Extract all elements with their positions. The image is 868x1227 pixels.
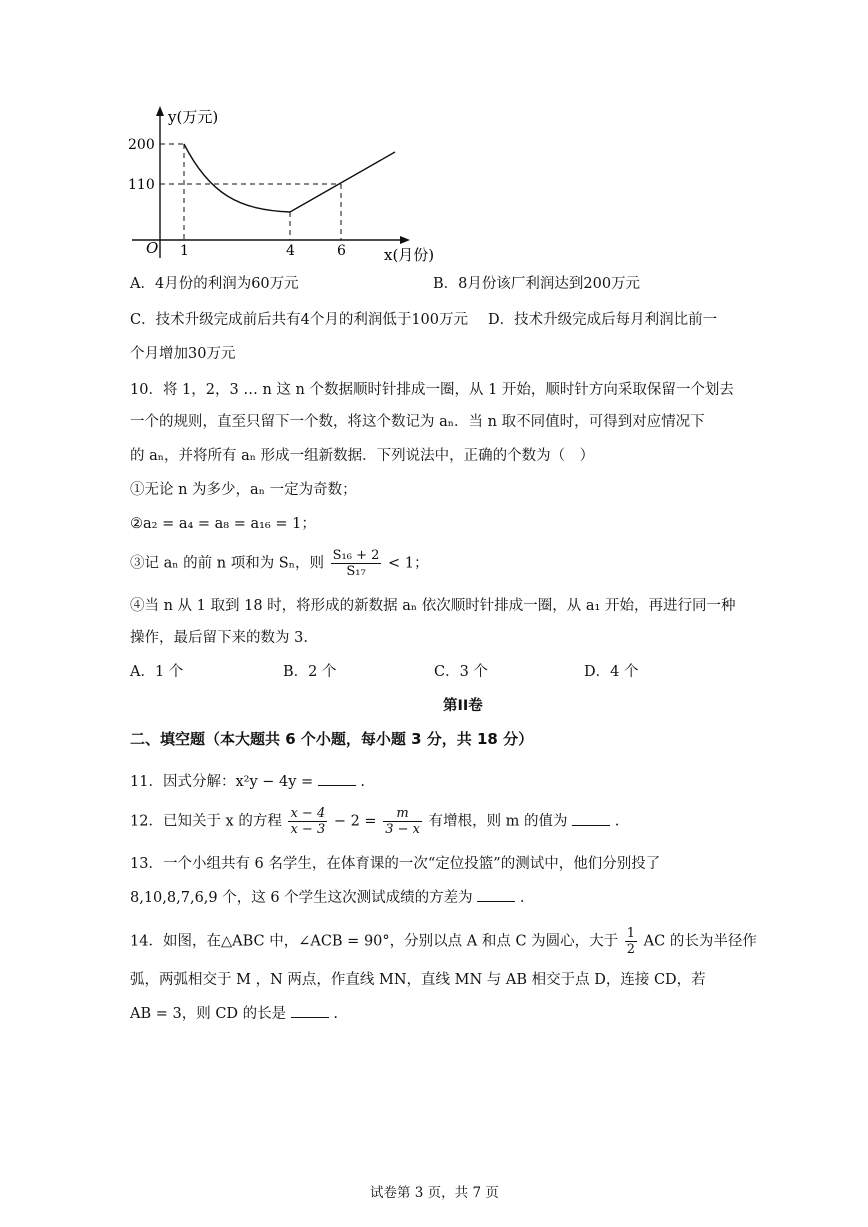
q14-end: . xyxy=(333,1006,338,1022)
q12-fraction-1 xyxy=(288,806,327,837)
q10-option-c: C．3 个 xyxy=(434,664,488,680)
profit-curve xyxy=(184,144,290,212)
q10-s3-post: < 1； xyxy=(388,555,429,572)
q10-line2: 一个的规则，直至只留下一个数，将这个数记为 aₙ．当 n 取不同值时，可得到对应情况下 xyxy=(130,414,705,430)
q14-line1-post: AC 的长为半径作 xyxy=(643,933,757,950)
q12-f2-numerator: m xyxy=(383,806,422,822)
q12-end: . xyxy=(614,813,620,830)
q12-pre: 12．已知关于 x 的方程 xyxy=(130,813,282,830)
q10-line3: 的 aₙ，并将所有 aₙ 形成一组新数据．下列说法中，正确的个数为（ ） xyxy=(130,448,595,464)
section2-title: 第II卷 xyxy=(443,698,483,714)
q14-line3 xyxy=(130,1002,338,1023)
q14-line2: 弧，两弧相交于 M ，N 两点，作直线 MN，直线 MN 与 AB 相交于点 D，连接 CD，若 xyxy=(130,972,706,988)
q9-option-b: B．8月份该厂利润达到200万元 xyxy=(433,276,641,292)
y-tick-110: 110 xyxy=(128,177,155,193)
x-axis-arrow xyxy=(400,236,410,244)
q10-statement-4: ④当 n 从 1 取到 18 时，将形成的新数据 aₙ 依次顺时针排成一圈，从 a₁ 开始，再进行同一种 xyxy=(130,598,736,614)
q10-option-d: D．4 个 xyxy=(584,664,639,680)
q14-line1 xyxy=(130,926,757,957)
q9-option-c: C．技术升级完成前后共有4个月的利润低于100万元 xyxy=(130,312,468,328)
q10-line1: 10．将 1，2，3 … n 这 n 个数据顺时针排成一圈，从 1 开始，顺时针方向采取保留一个划去 xyxy=(130,382,734,398)
q12-post: 有增根，则 m 的值为 xyxy=(428,813,568,830)
q12 xyxy=(130,806,619,837)
q11 xyxy=(130,770,365,791)
q13-line2 xyxy=(130,886,525,907)
q10-option-b: B．2 个 xyxy=(283,664,337,680)
x-tick-6: 6 xyxy=(337,243,346,259)
q13-end: . xyxy=(519,890,525,906)
q12-fraction-2 xyxy=(383,806,422,837)
q13-answer-blank[interactable] xyxy=(477,887,515,902)
x-tick-4: 4 xyxy=(286,243,295,259)
page-footer: 试卷第 3 页，共 7 页 xyxy=(370,1185,499,1201)
q10-statement-3 xyxy=(130,548,428,579)
q11-text: 11．因式分解：x²y − 4y = xyxy=(130,774,314,790)
q11-answer-blank[interactable] xyxy=(318,771,356,786)
q10-s3-pre: ③记 aₙ 的前 n 项和为 Sₙ，则 xyxy=(130,555,325,572)
q10-statement-1: ①无论 n 为多少，aₙ 一定为奇数； xyxy=(130,482,357,498)
q14-line3-text: AB = 3，则 CD 的长是 xyxy=(130,1006,287,1022)
q10-statement-4-cont: 操作，最后留下来的数为 3. xyxy=(130,630,308,646)
q12-mid: − 2 = xyxy=(333,813,377,830)
y-axis-arrow xyxy=(156,106,164,116)
q12-f2-denominator: 3 − x xyxy=(385,822,420,837)
q10-s3-numerator: S₁₆ + 2 xyxy=(332,548,380,563)
q10-s3-fraction xyxy=(331,548,382,579)
q14-frac-numerator: 1 xyxy=(626,926,636,941)
q11-end: . xyxy=(360,774,366,790)
section2-heading: 二、填空题（本大题共 6 个小题，每小题 3 分，共 18 分） xyxy=(130,730,534,748)
x-tick-1: 1 xyxy=(180,243,189,259)
q14-fraction xyxy=(625,926,637,957)
profit-graph xyxy=(120,100,450,270)
q14-frac-denominator: 2 xyxy=(626,942,636,957)
profit-line xyxy=(290,152,395,212)
q9-option-a: A．4月份的利润为60万元 xyxy=(130,276,299,292)
q10-option-a: A．1 个 xyxy=(130,664,184,680)
q13-line2-text: 8,10,8,7,6,9 个，这 6 个学生这次测试成绩的方差为 xyxy=(130,890,473,906)
q14-answer-blank[interactable] xyxy=(291,1003,329,1018)
q12-f1-numerator: x − 4 xyxy=(290,806,326,821)
y-tick-200: 200 xyxy=(128,137,155,153)
q10-s3-denominator: S₁₇ xyxy=(346,564,366,579)
q12-answer-blank[interactable] xyxy=(572,811,610,826)
q9-option-d: D．技术升级完成后每月利润比前一 xyxy=(488,312,718,328)
q13-line1: 13．一个小组共有 6 名学生，在体育课的一次“定位投篮”的测试中，他们分别投了 xyxy=(130,856,661,872)
origin-label: O xyxy=(146,239,159,257)
q12-f1-denominator: x − 3 xyxy=(290,822,326,837)
q9-option-d-cont: 个月增加30万元 xyxy=(130,346,236,362)
q10-statement-2: ②a₂ = a₄ = a₈ = a₁₆ = 1； xyxy=(130,516,316,532)
q14-line1-pre: 14．如图，在△ABC 中，∠ACB = 90°，分别以点 A 和点 C 为圆心，大于 xyxy=(130,933,619,950)
x-axis-label: x(月份) xyxy=(384,246,435,264)
y-axis-label: y(万元) xyxy=(168,108,219,126)
